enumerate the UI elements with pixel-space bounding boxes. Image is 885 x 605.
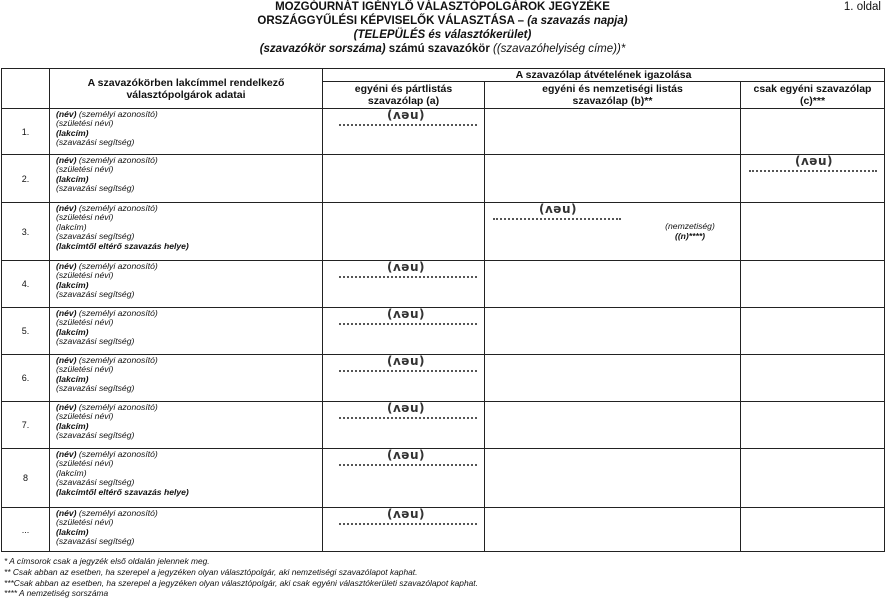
voter-address-field: (lakcím) <box>56 373 89 384</box>
voter-data-cell <box>50 355 323 402</box>
voter-help-field: (szavazási segítség) <box>56 430 135 441</box>
voter-address-field: (lakcím) <box>56 173 89 184</box>
voter-birthname-field: (születési névi) <box>56 164 114 175</box>
signature-cell-c[interactable] <box>741 109 885 155</box>
table-row <box>2 109 885 155</box>
voter-id-field: (személyi azonosító) <box>76 402 158 412</box>
voter-address-field: (lakcím) <box>56 279 89 290</box>
voter-name-field: (név) <box>56 203 77 213</box>
ethnicity-label <box>643 221 737 241</box>
voter-name-field: (név) <box>56 261 77 271</box>
signature-cell-a[interactable] <box>323 203 485 261</box>
voter-id-field: (személyi azonosító) <box>76 508 158 518</box>
signature-cell-a[interactable] <box>323 355 485 402</box>
voter-address-field: (lakcím) <box>56 221 87 232</box>
signature-cell-b[interactable] <box>485 155 741 203</box>
signature-line <box>339 523 477 525</box>
table-row <box>2 449 885 508</box>
row-number: 6. <box>2 355 50 402</box>
polling-station-label: számú szavazókör <box>385 43 493 55</box>
signature-line <box>339 323 477 325</box>
voter-id-field: (személyi azonosító) <box>76 449 158 459</box>
signature-label: (ʌǝu) <box>387 507 425 521</box>
voter-birthname-field: (születési névi) <box>56 364 114 375</box>
signature-label: (ʌǝu) <box>387 354 425 368</box>
signature-label: (ʌǝu) <box>387 260 425 274</box>
polling-station-address: ((szavazóhelyiség címe))* <box>493 43 626 55</box>
voter-id-field: (személyi azonosító) <box>76 261 158 271</box>
voter-help-field: (szavazási segítség) <box>56 137 135 148</box>
voter-column-header: A szavazókörben lakcímmel rendelkező választópolgárok adatai <box>50 69 323 109</box>
voter-name-field: (név) <box>56 449 77 459</box>
voter-table <box>1 68 885 552</box>
signature-cell-c[interactable] <box>741 508 885 552</box>
signature-cell-b[interactable] <box>485 355 741 402</box>
signature-cell-a[interactable] <box>323 449 485 508</box>
signature-label: (ʌǝu) <box>387 401 425 415</box>
signature-label: (ʌǝu) <box>387 108 425 122</box>
signature-cell-b[interactable] <box>485 449 741 508</box>
voter-birthname-field: (születési névi) <box>56 118 114 129</box>
voter-data-cell <box>50 261 323 308</box>
signature-cell-b[interactable] <box>485 402 741 449</box>
voter-birthname-field: (születési névi) <box>56 212 114 223</box>
signature-cell-b[interactable] <box>485 508 741 552</box>
page-number: 1. oldal <box>843 1 881 13</box>
voter-address-field: (lakcím) <box>56 467 87 478</box>
signature-cell-b[interactable] <box>485 308 741 355</box>
voter-other-place-field: (lakcímtől eltérő szavazás helye) <box>56 486 189 497</box>
polling-station-line <box>0 42 885 56</box>
signature-cell-c[interactable] <box>741 402 885 449</box>
election-type: ORSZÁGGYŰLÉSI KÉPVISELŐK VÁLASZTÁSA – <box>257 15 525 27</box>
row-number: 2. <box>2 155 50 203</box>
col-c-header: csak egyéni szavazólap (c)*** <box>741 82 885 109</box>
voter-id-field: (személyi azonosító) <box>76 109 158 119</box>
table-row <box>2 308 885 355</box>
ethnicity-code: ((n)****) <box>674 231 706 241</box>
voter-other-place-field: (lakcímtől eltérő szavazás helye) <box>56 240 189 251</box>
signature-line <box>339 417 477 419</box>
footnote-2: ** Csak abban az esetben, ha szerepel a jegyzéken olyan választópolgár, aki nemzetiségi szavazólapot kaphat. <box>4 566 418 577</box>
election-date: (a szavazás napja) <box>524 15 628 27</box>
voter-data-cell <box>50 109 323 155</box>
table-row <box>2 402 885 449</box>
footnote-4: **** A nemzetiség sorszáma <box>4 588 109 599</box>
voter-data-cell <box>50 508 323 552</box>
voter-address-field: (lakcím) <box>56 326 89 337</box>
voter-help-field: (szavazási segítség) <box>56 231 135 242</box>
voter-help-field: (szavazási segítség) <box>56 289 135 300</box>
voter-help-field: (szavazási segítség) <box>56 336 135 347</box>
voter-data-cell <box>50 308 323 355</box>
receipt-group-header: A szavazólap átvételének igazolása <box>323 69 885 82</box>
voter-birthname-field: (születési névi) <box>56 458 114 469</box>
voter-name-field: (név) <box>56 355 77 365</box>
signature-cell-b[interactable] <box>485 109 741 155</box>
voter-id-field: (személyi azonosító) <box>76 355 158 365</box>
signature-cell-a[interactable] <box>323 261 485 308</box>
signature-line <box>339 370 477 372</box>
signature-cell-b[interactable] <box>485 261 741 308</box>
signature-cell-c[interactable] <box>741 355 885 402</box>
polling-station-number: (szavazókör sorszáma) <box>259 43 386 55</box>
voter-address-field: (lakcím) <box>56 127 89 138</box>
signature-cell-c[interactable] <box>741 308 885 355</box>
voter-help-field: (szavazási segítség) <box>56 536 135 547</box>
voter-data-cell <box>50 449 323 508</box>
table-row <box>2 261 885 308</box>
signature-label: (ʌǝu) <box>387 448 425 462</box>
voter-name-field: (név) <box>56 155 77 165</box>
document-header <box>0 0 885 60</box>
voter-name-field: (név) <box>56 508 77 518</box>
settlement-district: (TELEPÜLÉS és választókerület) <box>353 29 532 41</box>
signature-cell-c[interactable] <box>741 261 885 308</box>
row-number: 1. <box>2 109 50 155</box>
voter-birthname-field: (születési névi) <box>56 411 114 422</box>
footnotes <box>4 556 478 599</box>
voter-data-cell <box>50 203 323 261</box>
document-title: MOZGÓURNÁT IGÉNYLŐ VÁLASZTÓPOLGÁROK JEGYZÉKE <box>275 1 610 13</box>
row-number: 7. <box>2 402 50 449</box>
signature-cell-a[interactable] <box>323 402 485 449</box>
row-number: 3. <box>2 203 50 261</box>
ethnicity-text: (nemzetiség) <box>665 221 715 231</box>
table-row <box>2 155 885 203</box>
table-row <box>2 355 885 402</box>
voter-id-field: (személyi azonosító) <box>76 203 158 213</box>
settlement-line <box>0 28 885 42</box>
voter-help-field: (szavazási segítség) <box>56 383 135 394</box>
signature-label: (ʌǝu) <box>795 154 833 168</box>
voter-address-field: (lakcím) <box>56 526 89 537</box>
col-b-header: egyéni és nemzetiségi listás szavazólap (b)** <box>485 82 741 109</box>
voter-name-field: (név) <box>56 308 77 318</box>
signature-line <box>339 276 477 278</box>
row-number: 8 <box>2 449 50 508</box>
signature-cell-c[interactable] <box>741 449 885 508</box>
signature-line <box>749 170 877 172</box>
voter-help-field: (szavazási segítség) <box>56 477 135 488</box>
signature-cell-a[interactable] <box>323 109 485 155</box>
voter-name-field: (név) <box>56 109 77 119</box>
voter-birthname-field: (születési névi) <box>56 517 114 528</box>
election-line <box>0 14 885 28</box>
row-number: 5. <box>2 308 50 355</box>
row-number: 4. <box>2 261 50 308</box>
signature-label: (ʌǝu) <box>387 307 425 321</box>
signature-label: (ʌǝu) <box>539 202 577 216</box>
voter-help-field: (szavazási segítség) <box>56 183 135 194</box>
voter-name-field: (név) <box>56 402 77 412</box>
signature-cell-a[interactable] <box>323 155 485 203</box>
signature-line <box>339 124 477 126</box>
signature-line <box>493 218 621 220</box>
signature-cell-a[interactable] <box>323 308 485 355</box>
footnote-1: * A címsorok csak a jegyzék első oldalán jelennek meg. <box>4 556 210 566</box>
row-number: ... <box>2 508 50 552</box>
col-a-header: egyéni és pártlistás szavazólap (a) <box>323 82 485 109</box>
voter-data-cell <box>50 155 323 203</box>
signature-cell-b[interactable] <box>485 203 741 261</box>
table-row <box>2 508 885 552</box>
num-column-header <box>2 69 50 109</box>
voter-birthname-field: (születési névi) <box>56 270 114 281</box>
signature-line <box>339 464 477 466</box>
voter-id-field: (személyi azonosító) <box>76 155 158 165</box>
signature-cell-c[interactable] <box>741 203 885 261</box>
signature-cell-a[interactable] <box>323 508 485 552</box>
voter-data-cell <box>50 402 323 449</box>
table-row <box>2 203 885 261</box>
voter-address-field: (lakcím) <box>56 420 89 431</box>
voter-birthname-field: (születési névi) <box>56 317 114 328</box>
signature-cell-c[interactable] <box>741 155 885 203</box>
footnote-3: ***Csak abban az esetben, ha szerepel a jegyzéken olyan választópolgár, aki csak egyéni választókerületi szavazólapot kaphat. <box>4 577 478 588</box>
voter-id-field: (személyi azonosító) <box>76 308 158 318</box>
